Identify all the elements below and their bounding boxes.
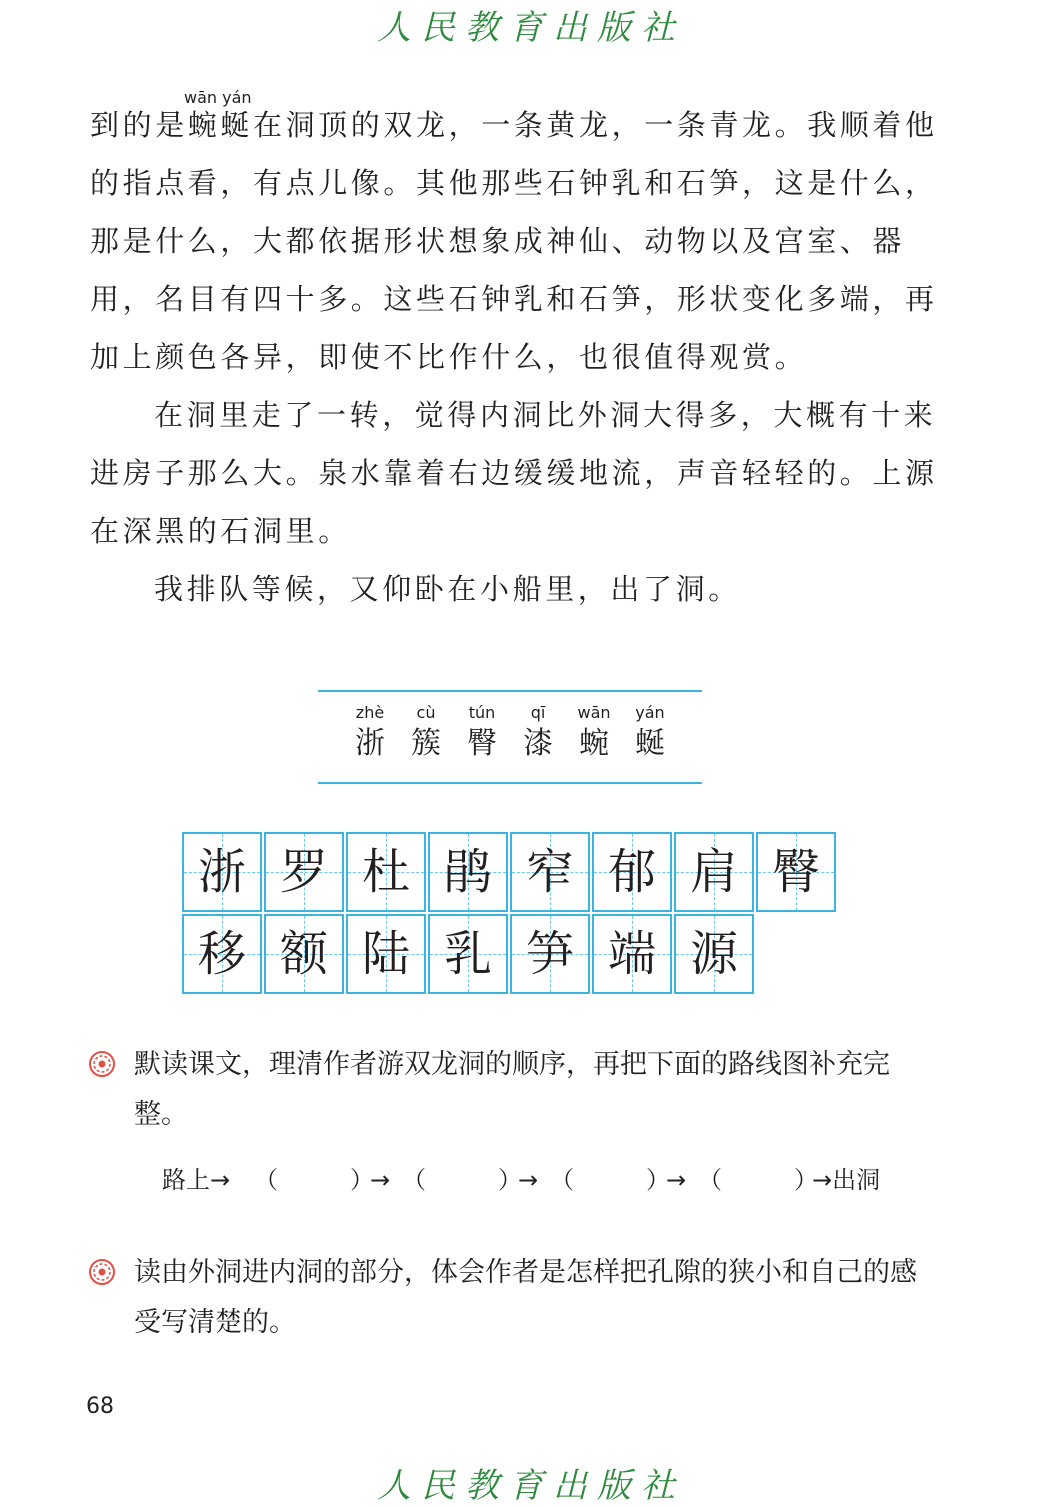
vocab-char: 蜒 [635,726,665,761]
vocab-pinyin: cù [416,703,436,722]
vocab-box [318,690,702,784]
writing-cell [510,832,590,912]
vocab-char: 漆 [523,726,553,761]
writing-char: 肩 [689,844,738,900]
vocab-pinyin: wān [577,703,611,722]
route-start: 路上→ [162,1166,231,1194]
question-marker-icon [88,1258,116,1286]
writing-cell [182,914,262,994]
publisher-header: 人民教育出版社 [377,8,685,48]
writing-char: 杜 [361,844,410,900]
vocab-item [626,702,674,764]
vocab-item [402,702,450,764]
writing-char: 端 [607,926,656,982]
writing-char: 笋 [525,926,574,982]
vocab-char: 浙 [355,726,385,761]
writing-cell [510,914,590,994]
writing-char: 浙 [197,844,246,900]
writing-cell [428,914,508,994]
vocab-char: 簇 [411,726,441,761]
writing-char: 罗 [279,844,328,900]
writing-cell [182,832,262,912]
writing-char: 额 [279,926,328,982]
route-arrow: → [518,1166,539,1194]
writing-cell [674,832,754,912]
vocab-item [458,702,506,764]
writing-char: 陆 [361,926,410,982]
paragraph-2: 在洞里走了一转，觉得内洞比外洞大得多，大概有十来进房子那么大。泉水靠着右边缓缓地流，声音轻轻的。上源在深黑的石洞里。 [90,398,938,548]
vocab-item [514,702,562,764]
writing-char: 源 [689,926,738,982]
vocab-pinyin: tún [468,703,496,722]
vocab-item [346,702,394,764]
page-number: 68 [86,1394,114,1419]
publisher-footer: 人民教育出版社 [377,1466,685,1506]
vocab-pinyin: yán [635,703,665,722]
vocab-item [570,702,618,764]
writing-cell [264,914,344,994]
route-arrow: → [370,1166,391,1194]
writing-cell [592,832,672,912]
route-blank: （ ） [698,1166,818,1194]
writing-cell [346,832,426,912]
writing-char: 鹃 [443,844,492,900]
writing-cell [346,914,426,994]
question-2: 读由外洞进内洞的部分，体会作者是怎样把孔隙的狭小和自己的感受写清楚的。 [134,1257,917,1338]
vocab-char: 蜿 [579,726,609,761]
paragraph-1: 到的是蜿蜒在洞顶的双龙，一条黄龙，一条青龙。我顺着他的指点看，有点儿像。其他那些石钟乳和石笋，这是什么，那是什么，大都依据形状想象成神仙、动物以及宫室、器用，名目有四十多。这些石钟乳和石笋，形状变化多端，再加上颜色各异，即使不比作什么，也很值得观赏。 [90,108,938,374]
writing-cell [592,914,672,994]
writing-cell [756,832,836,912]
question-1: 默读课文，理清作者游双龙洞的顺序，再把下面的路线图补充完整。 [134,1049,890,1130]
vocab-char: 臀 [467,726,497,761]
route-blank: （ ） [254,1166,374,1194]
writing-char: 窄 [525,844,574,900]
paragraph-3: 我排队等候，又仰卧在小船里，出了洞。 [154,572,741,606]
writing-cell [264,832,344,912]
writing-char: 郁 [607,844,656,900]
vocab-pinyin: zhè [355,703,385,722]
question-marker-icon [88,1050,116,1078]
pinyin-annotation: wān yán [184,88,252,107]
writing-char: 移 [197,926,246,982]
writing-char: 乳 [443,926,492,982]
vocab-pinyin: qī [530,703,546,722]
route-arrow: → [666,1166,687,1194]
writing-cell [674,914,754,994]
writing-cell [428,832,508,912]
route-blank: （ ） [402,1166,522,1194]
route-blank: （ ） [550,1166,670,1194]
route-end: →出洞 [812,1166,881,1194]
writing-char: 臀 [771,844,820,900]
